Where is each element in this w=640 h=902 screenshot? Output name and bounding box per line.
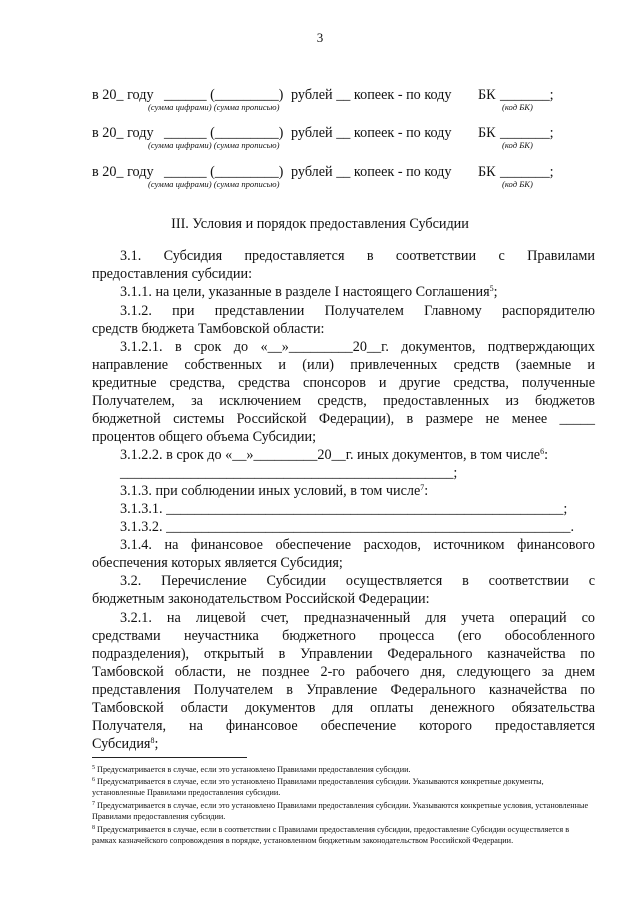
paragraph-line: 3.1.2.1. в срок до «__»_________20__г. документов, подтверждающих <box>120 339 595 355</box>
paragraph-line: средствами неучастника бюджетного процесса (его обособленного <box>92 628 595 644</box>
paragraph-line: представления Получателем в Управление Федерального казначейства по <box>92 682 595 698</box>
budget-amount-blanks: ______ (_________) <box>164 87 284 103</box>
caption-bk: (код БК) <box>502 140 533 150</box>
budget-amount-blanks: ______ (_________) <box>164 164 284 180</box>
footnote-text: Предусматривается в случае, если это установлено Правилами предоставления субсидии. Указываются конкретные документы, установленные Правилами предоставления субсидии. <box>92 777 544 797</box>
bk-blank: _______; <box>500 125 554 141</box>
paragraph-line: 3.2.1. на лицевой счет, предназначенный для учета операций со <box>120 610 595 626</box>
section-title: III. Условия и порядок предоставления Субсидии <box>171 216 469 232</box>
footnote-6 <box>92 776 595 798</box>
paragraph-line <box>120 283 498 301</box>
footnote-text: Предусматривается в случае, если это установлено Правилами предоставления субсидии. <box>97 765 411 774</box>
bk-blank: _______; <box>500 87 554 103</box>
paragraph-line: предоставления субсидии: <box>92 266 253 282</box>
caption-amount: (сумма цифрами) (сумма прописью) <box>148 140 280 150</box>
budget-year: в 20_ году <box>92 87 154 103</box>
paragraph-text: 3.1.1. на цели, указанные в разделе I настоящего Соглашения <box>120 284 490 300</box>
budget-year: в 20_ году <box>92 164 154 180</box>
bk-label: БК <box>478 125 496 141</box>
paragraph-line: 3.1.2.2. в срок до «__»_________20__г. иных документов, в том числе$^6$: <box>120 447 549 463</box>
footnote-text: Предусматривается в случае, если это установлено Правилами предоставления субсидии. Указываются конкретные условия, установленные Правилами предоставления субсидии. <box>92 801 589 821</box>
footnote-5 <box>92 764 595 775</box>
footnote-8 <box>92 824 595 846</box>
punctuation: : <box>424 483 429 499</box>
page-number: 3 <box>316 30 324 45</box>
budget-amount-blanks: ______ (_________) <box>164 125 284 141</box>
paragraph-line: Тамбовской области, не позднее 2-го рабочего дня, следующего за днем <box>92 664 595 680</box>
paragraph-text: 3.1.3. при соблюдении иных условий, в том числе <box>120 483 421 499</box>
budget-year: в 20_ году <box>92 125 154 141</box>
paragraph-line: бюджетной системы Российской Федерации), в размере не менее _____ <box>92 411 595 427</box>
footnote-ref-6: 6 <box>540 447 545 456</box>
paragraph-line: 3.1.4. на финансовое обеспечение расходов, источником финансового <box>120 537 595 553</box>
paragraph-line: обеспечения которых является Субсидия; <box>92 555 343 571</box>
paragraph-line: Получателя, на финансовое обеспечение которого предоставляется <box>92 718 595 734</box>
paragraph-line: 3.2. Перечисление Субсидии осуществляется в соответствии с <box>120 573 595 589</box>
paragraph-line <box>92 735 158 753</box>
caption-amount: (сумма цифрами) (сумма прописью) <box>148 102 280 112</box>
footnote-mark: 7 <box>92 801 95 807</box>
punctuation: ; <box>493 284 498 300</box>
footnote-mark: 8 <box>92 825 95 831</box>
caption-bk: (код БК) <box>502 179 533 189</box>
caption-bk: (код БК) <box>502 102 533 112</box>
paragraph-line: 3.1.2. при представлении Получателем Главному распорядителю <box>120 303 595 319</box>
footnote-7 <box>92 800 595 822</box>
paragraph-text: 3.1.2.2. в срок до «__»_________20__г. иных документов, в том числе <box>120 447 541 463</box>
bk-label: БК <box>478 164 496 180</box>
bk-blank: _______; <box>500 164 554 180</box>
budget-rest: рублей __ копеек - по коду <box>291 164 452 180</box>
footnote-text: Предусматривается в случае, если в соответствии с Правилами предоставления субсидии, предоставление Субсидии осуществляется в рамках казначейского сопровождения в порядке, установленном бюджетным законодательством Российской Федерации. <box>92 825 570 845</box>
paragraph-line: бюджетным законодательством Российской Федерации: <box>92 591 430 607</box>
paragraph-line: процентов общего объема Субсидии; <box>92 429 317 445</box>
budget-rest: рублей __ копеек - по коду <box>291 87 452 103</box>
paragraph-line: подразделения), открытый в Управлении Федерального казначейства по <box>92 646 595 662</box>
paragraph-line: Получателем, за исключением средств, предоставленных из бюджетов <box>92 393 595 409</box>
budget-rest: рублей __ копеек - по коду <box>291 125 452 141</box>
paragraph-line: Тамбовской области документов для оплаты денежного обязательства <box>92 700 595 716</box>
paragraph-line: 3.1.3.1. ________________________________________________________; <box>120 501 568 517</box>
blank-line: _______________________________________________; <box>120 465 458 481</box>
paragraph-line: 3.1. Субсидия предоставляется в соответствии с Правилами <box>120 248 595 264</box>
punctuation: ; <box>154 736 159 752</box>
footnote-mark: 6 <box>92 777 95 783</box>
footnote-ref-7: 7 <box>420 483 425 492</box>
bk-label: БК <box>478 87 496 103</box>
footnote-mark: 5 <box>92 765 95 771</box>
paragraph-line: средств бюджета Тамбовской области: <box>92 321 325 337</box>
footnote-ref-5: 5 <box>489 284 494 293</box>
paragraph-text: Субсидия <box>92 736 151 752</box>
footnote-ref-8: 8 <box>150 736 155 745</box>
footnote-separator <box>92 757 247 758</box>
paragraph-line: кредитные средства, средства спонсоров и другие средства, полученные <box>92 375 595 391</box>
caption-amount: (сумма цифрами) (сумма прописью) <box>148 179 280 189</box>
paragraph-line: 3.1.3.2. _________________________________________________________. <box>120 519 574 535</box>
paragraph-line: направление собственных и (или) привлеченных средств (заемные и <box>92 357 595 373</box>
paragraph-line <box>120 482 428 500</box>
